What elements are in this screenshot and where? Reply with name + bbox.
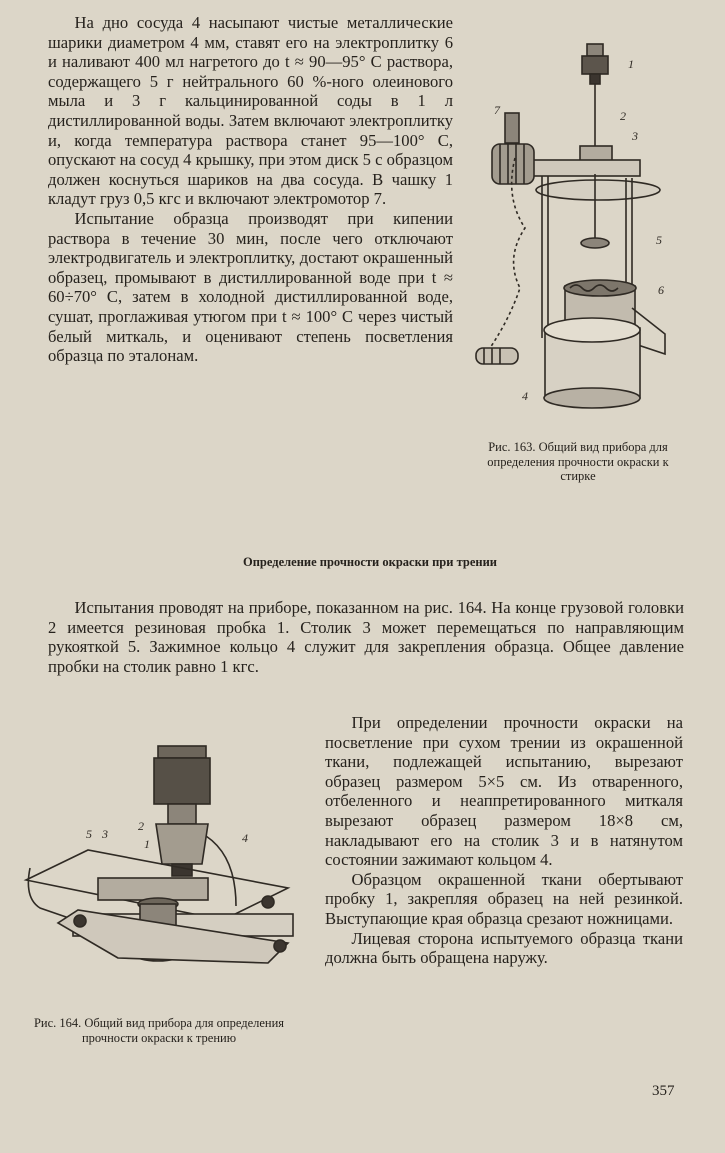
rubbing-fastness-apparatus-drawing <box>18 738 303 1003</box>
paragraph: Лицевая сторона испытуемого образца ткани должна быть обращена наружу. <box>325 928 683 968</box>
figure-label: 2 <box>620 109 626 123</box>
figure-label: 5 <box>86 827 92 841</box>
paragraph: На дно сосуда 4 насыпают чистые металлические шарики диаметром 4 мм, ставят его на электроплитку 6 и наливают 400 мл нагретого до t ≈ 90—95° С раствора, содержащего 5 г нейтрального 60 %-ного олеинового мыла и 3 г кальцинированной соды в 1 л дистиллированной воды. Затем включают электроплитку и, когда температура раствора станет 95—100° С, опускают на сосуд 4 крышку, при этом диск 5 с образцом должен коснуться шариков на два сосуда. В чашку 1 кладут груз 0,5 кгс и включают электромотор 7. <box>48 13 453 209</box>
figure-label: 4 <box>522 389 528 403</box>
figure-label: 6 <box>658 283 664 297</box>
section-title: Определение прочности окраски при трении <box>243 555 497 569</box>
figure-label: 3 <box>102 827 108 841</box>
figure-label: 7 <box>494 103 500 117</box>
paragraph: Испытание образца производят при кипении раствора в течение 30 мин, после чего отключают электродвигатель и электроплитку, достают окрашенный образец, промывают в дистиллированной воде при t ≈ 60÷70° С, затем в холодной дистиллированной воде, сушат, проглаживая утюгом при t ≈ 100° С через чистый белый миткаль, и оценивают степень посветления образца по эталонам. <box>48 208 453 366</box>
middle-text <box>48 598 684 676</box>
paragraph: При определении прочности окраски на посветление при сухом трении из окрашенной ткани, подлежащей испытанию, вырезают образец размером 5×5 см. Из отваренного, отбеленного и неаппретированного миткаля вырезают образец размером 18×8 см, накладывают его на столик 3 и в натянутом состоянии зажимают кольцом 4. <box>325 713 683 870</box>
figure-label: 1 <box>144 837 150 851</box>
top-text-column <box>48 13 453 366</box>
right-text-column <box>325 713 683 968</box>
figure-label: 1 <box>628 57 634 71</box>
paragraph: Испытания проводят на приборе, показанном на рис. 164. На конце грузовой головки 2 имеется резиновая пробка 1. Столик 3 может перемещаться по направляющим рукояткой 5. Зажимное кольцо 4 служит для закрепления образца. Общее давление пробки на столик равно 1 кгс. <box>48 598 684 676</box>
figure-163 <box>470 38 685 438</box>
figure-164-caption: Рис. 164. Общий вид прибора для определения прочности окраски к трению <box>33 1016 285 1045</box>
figure-label: 5 <box>656 233 662 247</box>
paragraph: Образцом окрашенной ткани обертывают пробку 1, закрепляя образец на ней резинкой. Выступающие края образца срезают ножницами. <box>325 869 683 928</box>
figure-label: 2 <box>138 819 144 833</box>
page-number: 357 <box>652 1083 675 1099</box>
washing-fastness-apparatus-drawing <box>470 38 685 438</box>
figure-163-caption: Рис. 163. Общий вид прибора для определения прочности окраски к стирке <box>487 440 669 483</box>
figure-label: 4 <box>242 831 248 845</box>
figure-164 <box>18 738 303 1003</box>
figure-label: 3 <box>632 129 638 143</box>
